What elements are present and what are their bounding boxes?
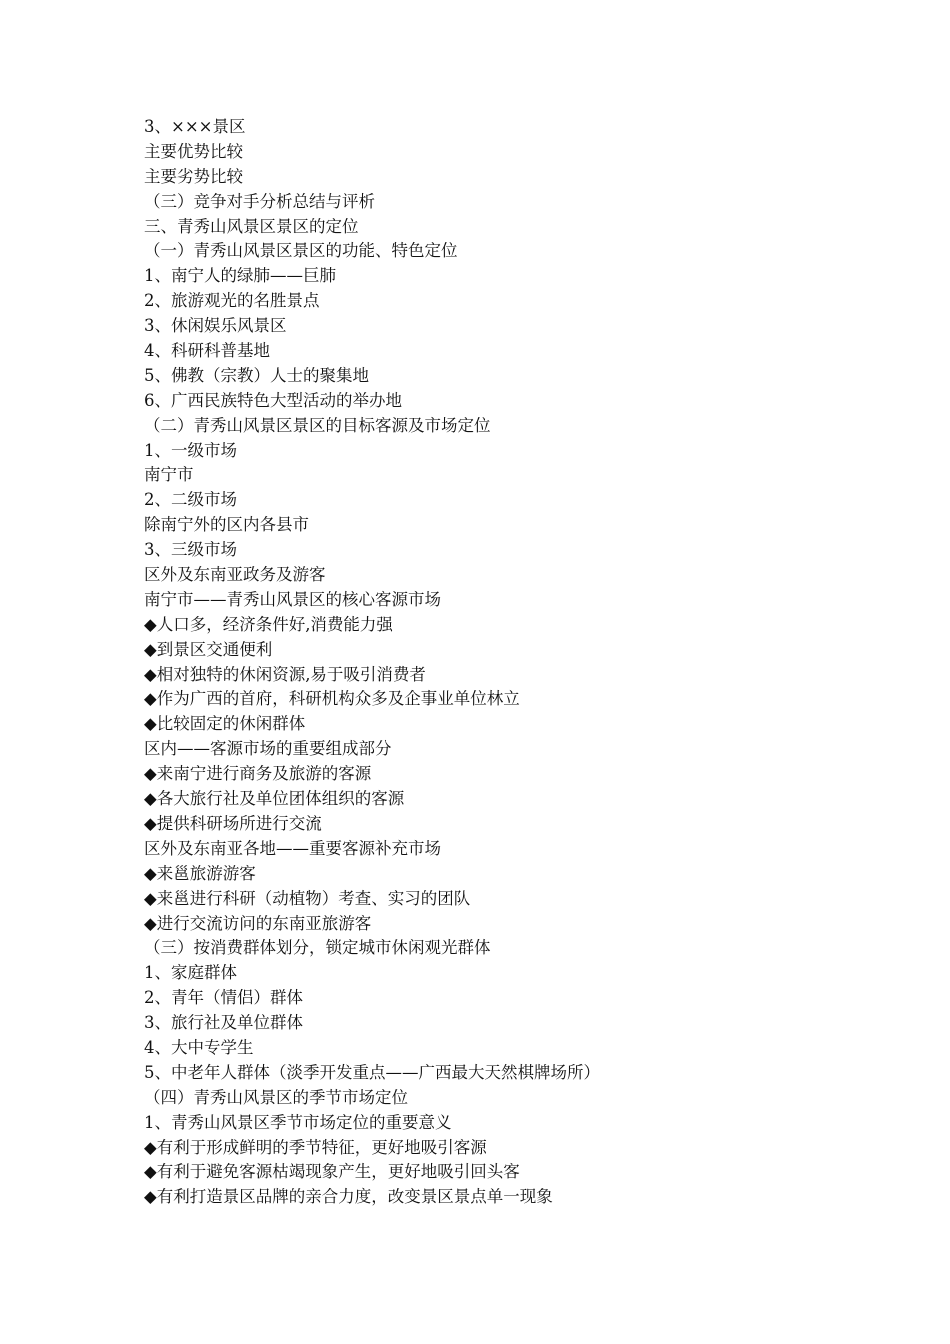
list-item: 3、旅行社及单位群体 bbox=[144, 1013, 303, 1033]
bullet-item: ◆有利打造景区品牌的亲合力度，改变景区景点单一现象 bbox=[144, 1187, 553, 1207]
text-line: 南宁市——青秀山风景区的核心客源市场 bbox=[144, 589, 441, 609]
list-item: 1、南宁人的绿肺——巨肺 bbox=[144, 266, 336, 286]
list-item: 3、休闲娱乐风景区 bbox=[144, 316, 287, 336]
bullet-item: ◆各大旅行社及单位团体组织的客源 bbox=[144, 789, 405, 809]
text-line: 区外及东南亚政务及游客 bbox=[144, 565, 326, 585]
bullet-item: ◆提供科研场所进行交流 bbox=[144, 813, 322, 833]
bullet-item: ◆来南宁进行商务及旅游的客源 bbox=[144, 764, 372, 784]
list-item: 4、科研科普基地 bbox=[144, 341, 270, 361]
section-heading: （一）青秀山风景区景区的功能、特色定位 bbox=[144, 241, 458, 261]
list-item: 2、青年（情侣）群体 bbox=[144, 988, 303, 1008]
text-line: 3、×××景区 bbox=[144, 117, 246, 136]
section-heading: （四）青秀山风景区的季节市场定位 bbox=[144, 1087, 408, 1107]
list-item: 5、中老年人群体（淡季开发重点——广西最大天然棋牌场所） bbox=[144, 1062, 600, 1082]
list-item: 6、广西民族特色大型活动的举办地 bbox=[144, 390, 402, 410]
bullet-item: ◆相对独特的休闲资源,易于吸引消费者 bbox=[144, 664, 426, 684]
text-line: 区内——客源市场的重要组成部分 bbox=[144, 739, 392, 759]
text-line: 主要优势比较 bbox=[144, 141, 243, 161]
bullet-item: ◆有利于避免客源枯竭现象产生，更好地吸引回头客 bbox=[144, 1162, 520, 1182]
document-body bbox=[144, 115, 844, 1210]
bullet-item: ◆来邕进行科研（动植物）考查、实习的团队 bbox=[144, 888, 471, 908]
list-item: 5、佛教（宗教）人士的聚集地 bbox=[144, 365, 369, 385]
list-item: 2、二级市场 bbox=[144, 490, 237, 510]
section-heading: （三）按消费群体划分，锁定城市休闲观光群体 bbox=[144, 938, 491, 958]
text-line: 除南宁外的区内各县市 bbox=[144, 515, 309, 535]
bullet-item: ◆有利于形成鲜明的季节特征，更好地吸引客源 bbox=[144, 1137, 487, 1157]
bullet-item: ◆比较固定的休闲群体 bbox=[144, 714, 306, 734]
list-item: 1、家庭群体 bbox=[144, 963, 237, 983]
section-heading: （三）竞争对手分析总结与评析 bbox=[144, 191, 375, 211]
bullet-item: ◆作为广西的首府，科研机构众多及企事业单位林立 bbox=[144, 689, 520, 709]
bullet-item: ◆到景区交通便利 bbox=[144, 639, 273, 659]
section-heading: （二）青秀山风景区景区的目标客源及市场定位 bbox=[144, 415, 491, 435]
list-item: 3、三级市场 bbox=[144, 540, 237, 560]
list-item: 2、旅游观光的名胜景点 bbox=[144, 291, 320, 311]
text-line: 南宁市 bbox=[144, 465, 194, 485]
chapter-heading: 三、青秀山风景区景区的定位 bbox=[144, 216, 359, 236]
bullet-item: ◆进行交流访问的东南亚旅游客 bbox=[144, 913, 372, 933]
text-line: 区外及东南亚各地——重要客源补充市场 bbox=[144, 838, 441, 858]
list-item: 1、一级市场 bbox=[144, 440, 237, 460]
bullet-item: ◆来邕旅游游客 bbox=[144, 863, 256, 883]
text-line: 主要劣势比较 bbox=[144, 166, 243, 186]
bullet-item: ◆人口多，经济条件好,消费能力强 bbox=[144, 614, 393, 634]
list-item: 4、大中专学生 bbox=[144, 1037, 254, 1057]
list-item: 1、青秀山风景区季节市场定位的重要意义 bbox=[144, 1112, 452, 1132]
